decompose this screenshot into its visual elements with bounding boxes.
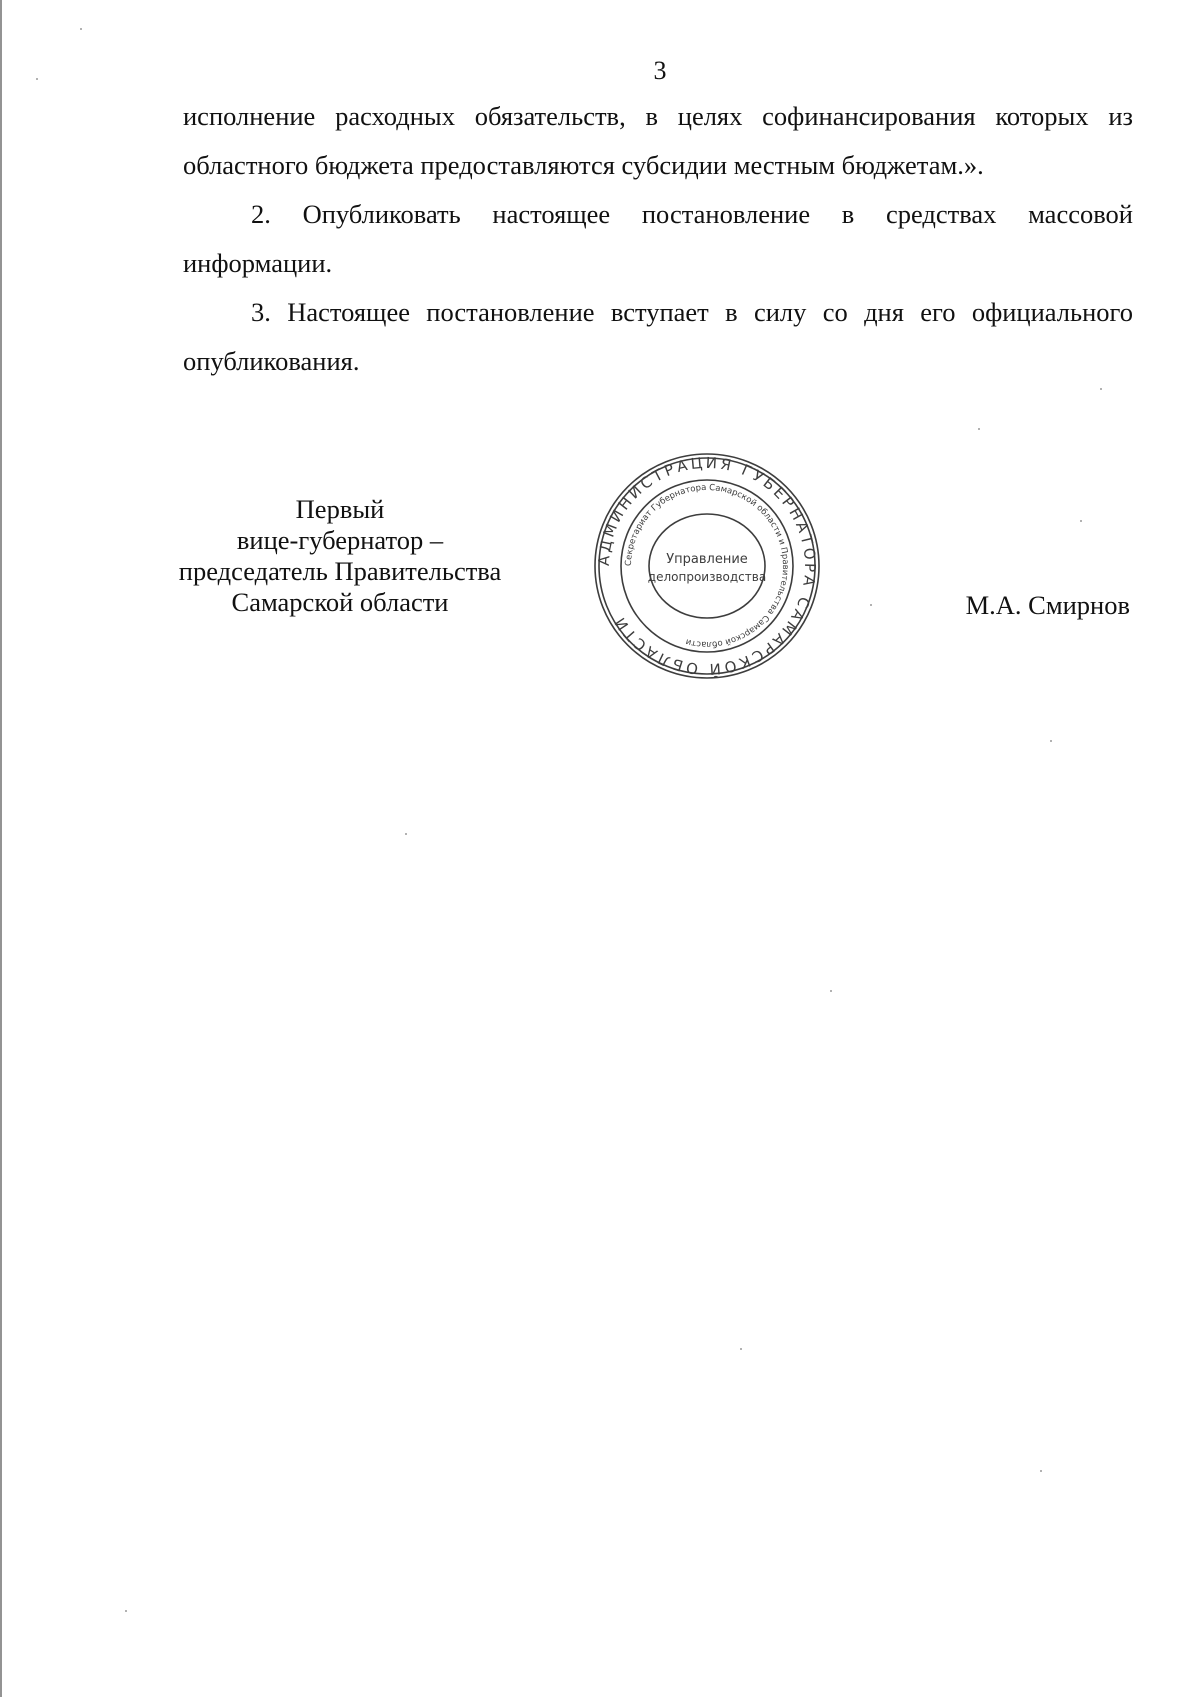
paragraph-item-2: 2. Опубликовать настоящее постановление в средствах массовой информации. [183, 199, 1133, 278]
signatory-title-line: вице-губернатор – [236, 525, 444, 555]
seal-center-line-2: делопроизводства [647, 570, 767, 584]
signatory-name: М.А. Смирнов [965, 590, 1130, 620]
seal-outer-text: АДМИНИСТРАЦИЯ ГУБЕРНАТОРА САМАРСКОЙ ОБЛАСТИ [594, 453, 820, 679]
signatory-title-line: председатель Правительства [178, 556, 502, 586]
page-number: 3 [653, 56, 667, 85]
seal-center-line-1: Управление [666, 552, 748, 567]
signatory-title-line: Первый [295, 494, 385, 524]
paragraph-continuation: исполнение расходных обязательств, в целях софинансирования которых из областного бюджета предоставляются субсидии местным бюджетам.». [183, 101, 1133, 180]
official-seal-stamp [592, 451, 822, 681]
signatory-title [150, 494, 530, 618]
body-text [183, 92, 1133, 386]
signatory-title-line: Самарской области [231, 587, 449, 617]
seal-inner-text: Секретариат Губернатора Самарской области и Правительства Самарской области [623, 482, 791, 650]
paragraph-item-3: 3. Настоящее постановление вступает в силу со дня его официального опубликования. [183, 297, 1133, 376]
scan-edge [0, 0, 2, 1697]
